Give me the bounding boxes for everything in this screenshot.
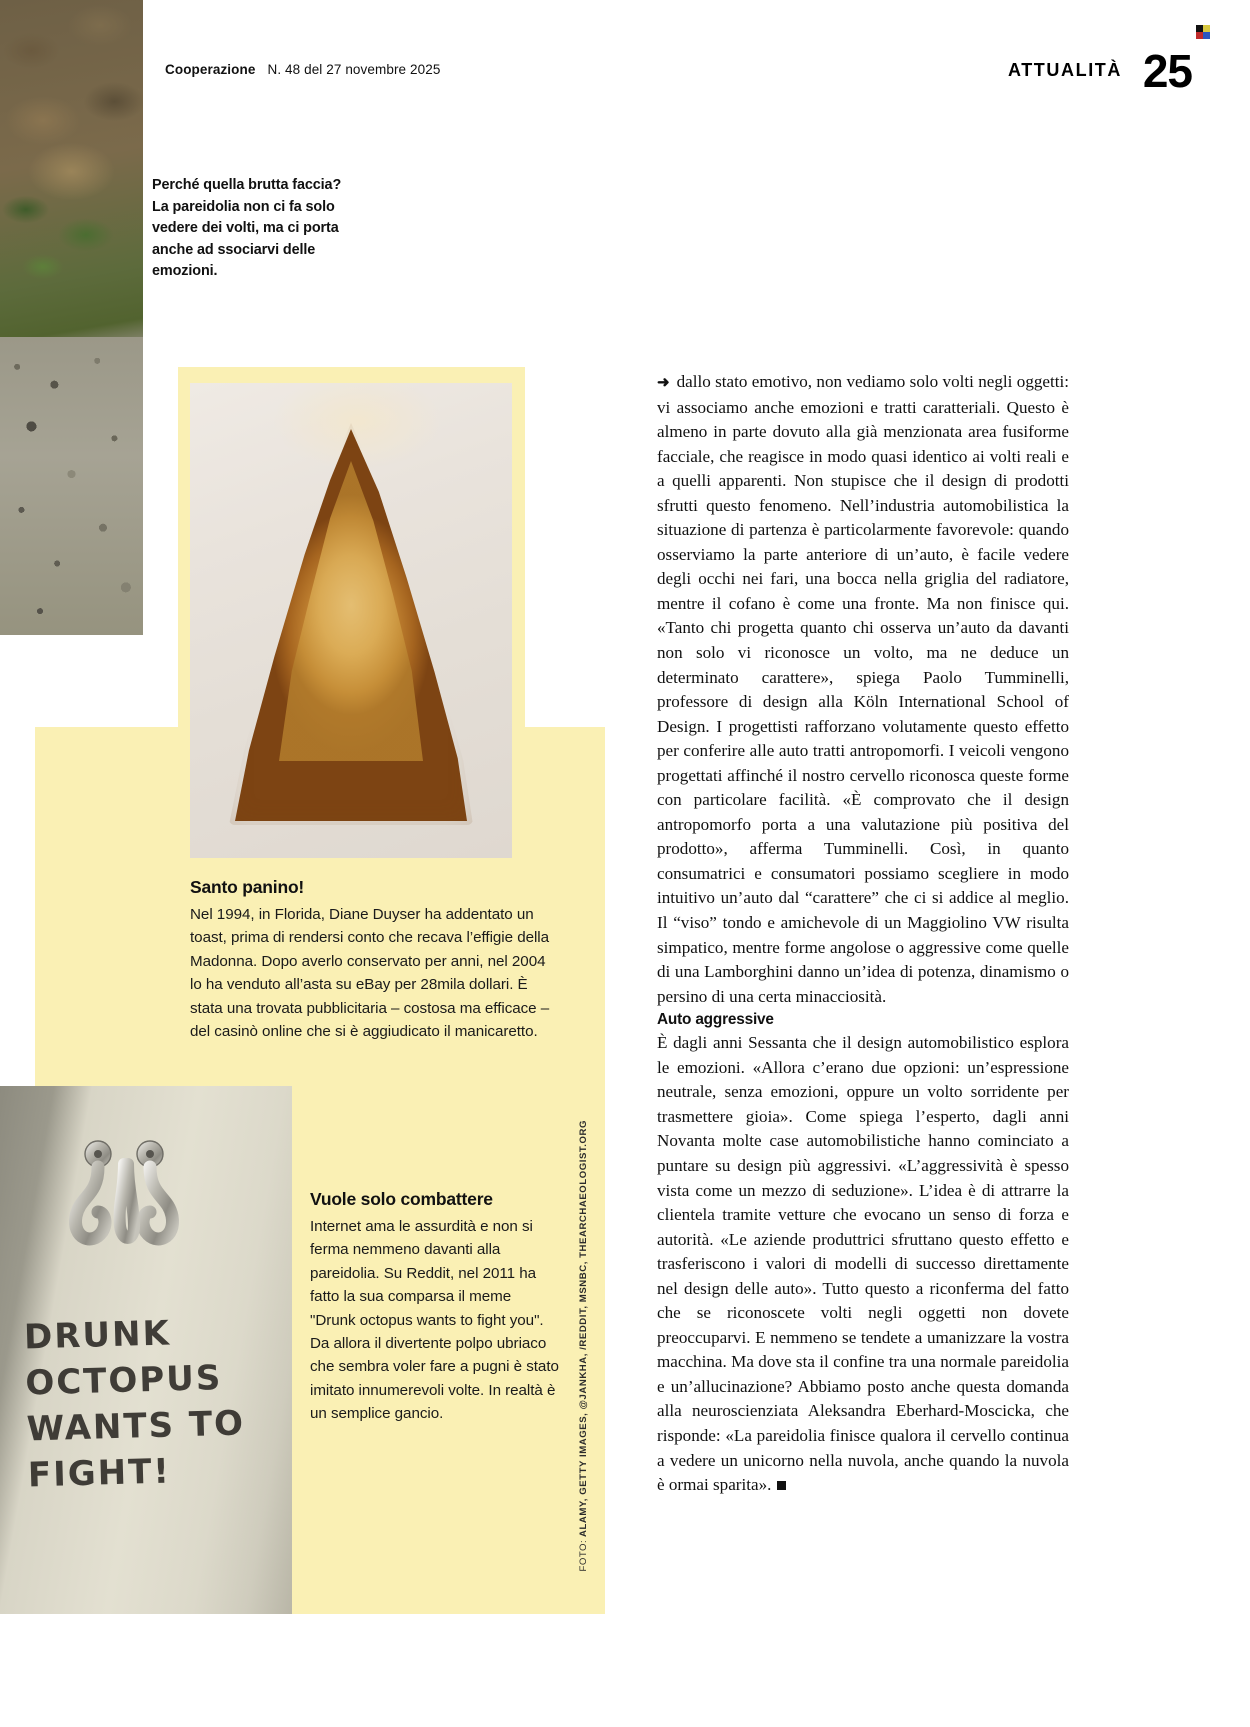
toast-photo (190, 383, 512, 858)
photo-credit-sources: ALAMY, GETTY IMAGES, @JANKHA, /REDDIT, MSNBC, THEARCHAEOLOGIST.ORG (578, 1120, 589, 1537)
caption-body: Internet ama le assurdità e non si ferma nemmeno davanti alla pareidolia. Su Reddit, nel 2011 ha fatto la sua comparsa il meme "Drunk octopus wants to fight you". Da allora il divertente polpo ubriaco che sembra voler fare a pugni è stato imitato innumerevoli volte. In realtà è un semplice gancio. (310, 1218, 559, 1423)
toast-crust-shape (229, 423, 473, 825)
magazine-brand: Cooperazione (165, 62, 256, 77)
body-paragraph-2 (657, 1031, 1069, 1497)
issue-info: N. 48 del 27 novembre 2025 (267, 62, 441, 77)
body-paragraph-1 (657, 370, 1069, 1009)
drunk-octopus-photo (0, 1086, 292, 1614)
registration-mark-icon (1196, 25, 1210, 39)
caption-santo-panino (190, 876, 550, 1043)
caption-body: Nel 1994, in Florida, Diane Duyser ha addentato un toast, prima di rendersi conto che recava l’effigie della Madonna. Dopo averlo conservato per anni, nel 2004 lo ha venduto all’asta su eBay per 28mila dollari. È stata una trovata pubblicitaria – costosa ma efficace – del casinò online che si è aggiudicato il manicaretto. (190, 906, 550, 1041)
caption-title: Santo panino! (190, 877, 305, 897)
yellow-panel-bottom (252, 1517, 605, 1614)
photo-credit-label: FOTO: (578, 1539, 589, 1572)
page-number: 25 (1142, 45, 1192, 97)
body-paragraph-2-text: È dagli anni Sessanta che il design automobilistico esplora le emozioni. «Allora c’erano due opzioni: un’espressione neutrale, senza emozioni, oppure un volto sorridente per trasmettere gioia». Come spiega l’esperto, dagli anni Novanta molte case automobilistiche hanno cominciato a puntare su design più aggressivi. «L’aggressività è spesso vista come un mezzo di seduzione». L’idea è di attrarre la clientela tramite vetture che evocano un senso di forza e autorità. «Le aziende produttrici sfruttano questo effetto e trasferiscono i valori di modelli di successo direttamente nel design delle auto». Tutto questo a riconferma del fatto che se riconoscete volti negli oggetti non dovete preoccuparvi. E nemmeno se tendete a umanizzare la vostra macchina. Ma dove sta il confine tra una normale pareidolia e un’allucinazione? Abbiamo posto anche questa domanda alla neuroscienziata Aleksandra Eberhard-Moscicka, che risponde: «La pareidolia finisce qualora il cervello continua a vedere un unicorno nella nuvola, anche quando la nuvola è ormai sparita». (657, 1033, 1069, 1495)
body-subheading: Auto aggressive (657, 1011, 774, 1029)
graffiti-line-4: FIGHT! (27, 1451, 172, 1496)
photo-credit (578, 1120, 589, 1572)
standfirst: Perché quella brutta faccia? La pareidolia non ci fa solo vedere dei volti, ma ci porta anche ad ssociarvi delle emozioni. (152, 177, 342, 279)
graffiti-line-1: DRUNK (23, 1313, 172, 1358)
article-body-column (657, 370, 1069, 1498)
graffiti-line-3: WANTS TO (26, 1403, 246, 1450)
end-mark-icon (777, 1481, 786, 1490)
caption-vuole-solo-combattere (310, 1188, 560, 1426)
graffiti-text (23, 1308, 278, 1499)
coat-hook-icon (58, 1134, 198, 1284)
masthead (165, 62, 440, 77)
section-label: ATTUALITÀ (1007, 60, 1122, 80)
graffiti-line-2: OCTOPUS (24, 1358, 223, 1404)
body-paragraph-1-text: dallo stato emotivo, non vediamo solo volti negli oggetti: vi associamo anche emozioni e tratti caratteriali. Questo è almeno in parte dovuto alla già menzionata area fusiforme facciale, che reagisce in modo quasi identico ai volti reali e a quelli apparenti. Non stupisce che il design di prodotti sfrutti questo fenomeno. Nell’industria automobilistica la situazione di partenza è particolarmente favorevole: quando osserviamo la parte anteriore di un’auto, è facile vedere degli occhi nei fari, una bocca nella griglia del radiatore, mentre il cofano è come una fronte. Ma non finisce qui. «Tanto chi progetta quanto chi osserva un’auto da davanti non solo vi riconosce un volto, ma ne deduce un determinato carattere», spiega Paolo Tumminelli, professore di design alla Köln International School of Design. I progettisti rafforzano volutamente questo effetto per conferire alle auto tratti antropomorfi. I veicoli vengono progettati affinché il nostro cervello riconosca queste forme con particolare facilità. «È comprovato che il design antropomorfo porta a una valutazione più positiva del prodotto», afferma Tumminelli. Così, in quanto consumatrici e consumatori possiamo scegliere in modo intuitivo un’auto dal “carattere” che ci si addice al meglio. Il “viso” tondo e amichevole di un Maggiolino VW risulta simpatico, mentre forme angolose o aggressive come quelle di una Lamborghini danno un’idea di potenza, dinamismo o persino di una certa minacciosità. (657, 372, 1069, 1006)
rocks-photo-strip (0, 0, 143, 635)
continuation-arrow-icon: ➜ (657, 375, 670, 391)
caption-title: Vuole solo combattere (310, 1189, 493, 1209)
